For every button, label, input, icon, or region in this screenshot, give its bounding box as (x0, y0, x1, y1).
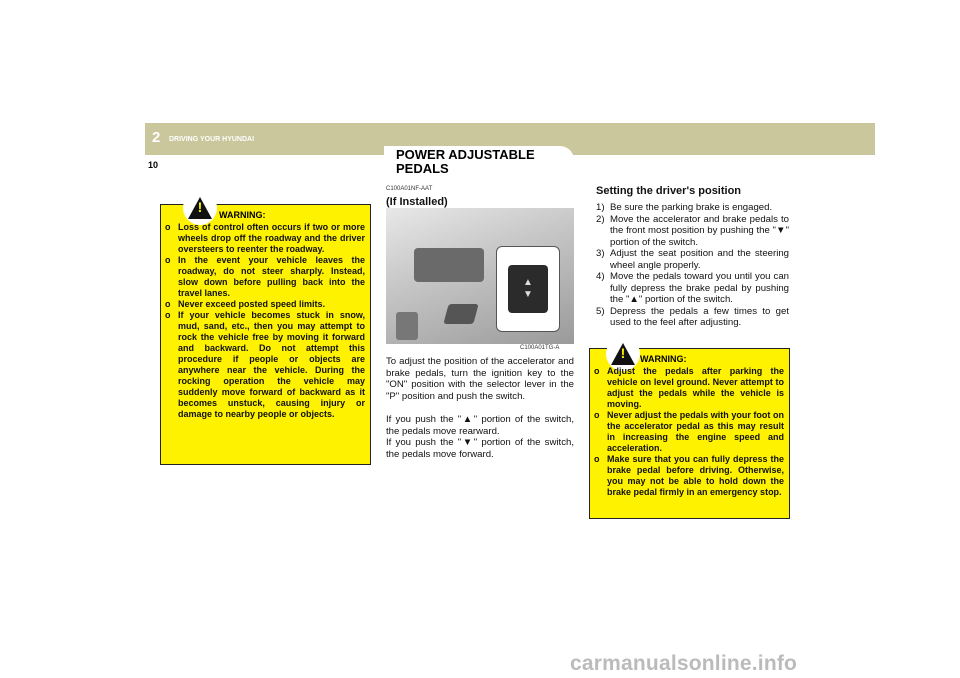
warning-list-left (165, 222, 365, 420)
body-paragraph-1: To adjust the position of the accelerator and brake pedals, turn the ignition key to the "ON" position with the selector lever in the "P" position and push the switch. (386, 356, 574, 402)
warning-icon: ! (606, 337, 640, 371)
photo-code: C100A01TG-A (520, 345, 560, 351)
warning-item: o If your vehicle becomes stuck in snow, mud, sand, etc., then you may attempt to rock the vehicle free by moving it forward and backward. Do not attempt this procedure if people or objects are anywhere near the vehicle. During the rocking operation the vehicle may suddenly move forward of backward as it becomes unstuck, causing injury or damage to nearby people or objects. (165, 310, 365, 419)
warning-icon: ! (183, 191, 217, 225)
chapter-title: DRIVING YOUR HYUNDAI (169, 136, 255, 143)
section-title-line1: POWER ADJUSTABLE (396, 147, 535, 162)
section-title (396, 148, 566, 176)
chapter-number: 2 (152, 129, 161, 146)
step-item: 2) Move the accelerator and brake pedals to the front most position by pushing the "▼" portion of the switch. (596, 213, 789, 248)
watermark: carmanualsonline.info (570, 652, 798, 675)
step-item: 5) Depress the pedals a few times to get used to the feel after adjusting. (596, 305, 789, 328)
step-item: 4) Move the pedals toward you until you can fully depress the brake pedal by pushing the "▲" portion of the switch. (596, 271, 789, 305)
body-paragraph-2a: If you push the "▲" portion of the switch, the pedals move rearward. (386, 414, 574, 437)
warning-item: o Loss of control often occurs if two or more wheels drop off the roadway and the driver oversteers to reenter the roadway. (165, 222, 365, 254)
warning-box-right (589, 345, 790, 519)
arrow-up-icon: ▲ (523, 277, 533, 288)
warning-item: o Never exceed posted speed limits. (165, 299, 326, 309)
switch-inset (496, 246, 560, 332)
pedal-switch (508, 265, 548, 313)
dash-panel (414, 248, 484, 282)
brake-pedal (443, 304, 478, 324)
warning-heading-left: WARNING: (219, 210, 266, 220)
warning-item: o Adjust the pedals after parking the vehicle on level ground. Never attempt to adjust the pedals while the vehicle is moving. (594, 366, 784, 409)
body-paragraph-2b: If you push the "▼" portion of the switch, the pedals move forward. (386, 437, 574, 460)
driver-position-heading: Setting the driver's position (596, 185, 742, 197)
section-code: C100A01NF-AAT (386, 186, 433, 192)
warning-item: o Never adjust the pedals with your foot on the accelerator pedal as this may result in increasing the engine speed and acceleration. (594, 410, 784, 453)
section-title-line2: PEDALS (396, 161, 449, 176)
arrow-down-icon: ▼ (523, 289, 533, 300)
page-number: 10 (148, 160, 159, 170)
warning-box-left (160, 199, 371, 465)
accelerator-pedal (396, 312, 418, 340)
steps-list (596, 202, 789, 329)
step-item: 3) Adjust the seat position and the steering wheel angle properly. (596, 248, 789, 271)
warning-heading-right: WARNING: (640, 354, 687, 364)
pedal-switch-photo (386, 208, 574, 344)
warning-item: o Make sure that you can fully depress the brake pedal before driving. Otherwise, you may not be able to hold down the brake pedal firmly in an emergency stop. (594, 454, 784, 497)
step-item: 1) Be sure the parking brake is engaged. (596, 202, 773, 213)
warning-list-right (594, 366, 784, 498)
warning-item: o In the event your vehicle leaves the roadway, do not steer sharply. Instead, slow down before pulling back into the travel lanes. (165, 255, 365, 298)
if-installed-label: (If Installed) (386, 196, 448, 208)
